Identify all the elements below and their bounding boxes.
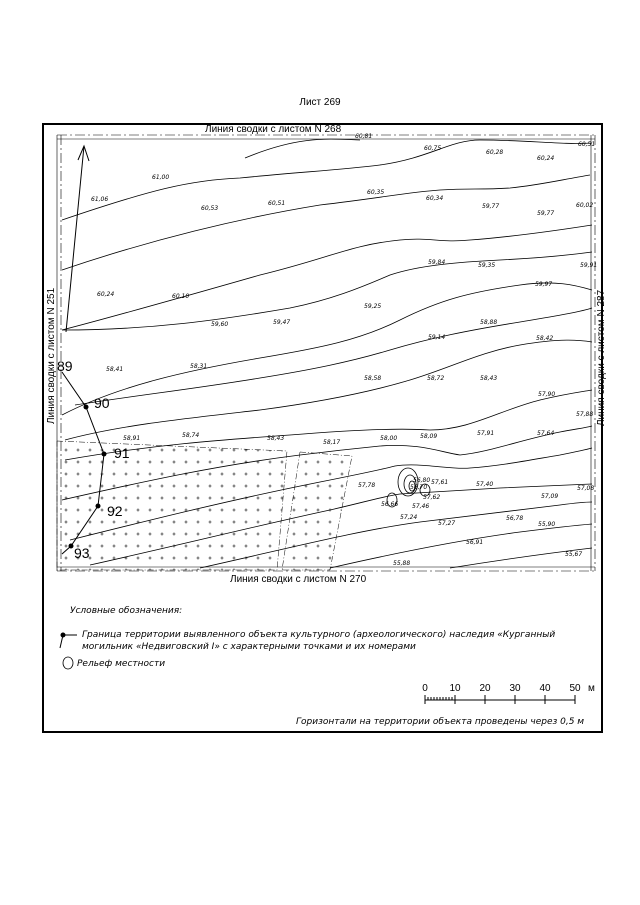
legend-boundary-text-1: Граница территории выявленного объекта культурного (археологического) наследия «Курганный	[82, 630, 556, 640]
elevation-label: 61,06	[91, 196, 109, 203]
elevation-label: 59,14	[428, 334, 446, 341]
contour-interval-note: Горизонтали на территории объекта проведены через 0,5 м	[296, 717, 585, 727]
elevation-label: 58,09	[420, 433, 438, 440]
elevation-label: 55,67	[565, 551, 583, 558]
elevation-label: 58,31	[190, 363, 208, 370]
object-hatch-area	[57, 441, 352, 570]
elevation-label: 60,53	[201, 205, 219, 212]
elevation-label: 58,88	[480, 319, 498, 326]
scale-tick-label: 0	[422, 683, 428, 694]
legend-title: Условные обозначения:	[70, 606, 183, 616]
north-arrow	[66, 146, 89, 332]
elevation-label: 56,70	[410, 484, 428, 491]
elevation-label: 57,08	[577, 485, 595, 492]
elevation-label: 58,00	[380, 435, 398, 442]
elevation-label: 57,24	[400, 514, 418, 521]
join-line-right-label: Линия сводки с листом N 287	[596, 289, 607, 426]
outer-frame	[43, 124, 602, 732]
elevation-label: 60,34	[426, 195, 444, 202]
point-label-91: 91	[114, 445, 130, 461]
elevation-label: 58,72	[427, 375, 445, 382]
elevation-label: 58,43	[480, 375, 498, 382]
scale-ticks	[422, 683, 581, 694]
elevation-label: 57,46	[412, 503, 430, 510]
elevation-label: 58,43	[267, 435, 285, 442]
scale-tick-label: 20	[479, 683, 491, 694]
elevation-label: 58,42	[536, 335, 554, 342]
elevation-label: 59,25	[364, 303, 382, 310]
elevation-label: 57,64	[537, 430, 555, 437]
elevation-label: 60,10	[172, 293, 190, 300]
elevation-label: 60,75	[424, 145, 442, 152]
point-label-92: 92	[107, 503, 123, 519]
point-label-90: 90	[94, 395, 110, 411]
elevation-label: 58,74	[182, 432, 200, 439]
elevation-label: 57,61	[431, 479, 449, 486]
elevation-label: 56,78	[506, 515, 524, 522]
legend-relief-text: Рельеф местности	[77, 659, 166, 669]
elevation-label: 56,80	[413, 477, 431, 484]
elevation-label: 61,00	[152, 174, 170, 181]
elevation-label: 58,17	[323, 439, 341, 446]
elevation-label: 57,91	[477, 430, 495, 437]
elevation-label: 60,51	[268, 200, 286, 207]
join-line-top-label: Линия сводки с листом N 268	[205, 124, 342, 135]
elevation-label: 59,91	[580, 262, 598, 269]
elevation-label: 59,97	[535, 281, 553, 288]
elevation-label: 59,77	[482, 203, 500, 210]
elevation-label: 59,47	[273, 319, 291, 326]
elevation-label: 60,24	[97, 291, 115, 298]
sheet-title: Лист 269	[299, 97, 341, 108]
elevation-label: 60,02	[576, 202, 594, 209]
legend-boundary-symbol	[60, 633, 77, 649]
scale-unit: м	[588, 683, 595, 694]
elevation-label: 60,81	[355, 133, 373, 140]
elevation-label: 58,41	[106, 366, 124, 373]
elevation-label: 60,24	[537, 155, 555, 162]
elevation-label: 56,66	[381, 501, 399, 508]
point-label-93: 93	[74, 545, 90, 561]
elevation-label: 59,60	[211, 321, 229, 328]
elevation-label: 57,90	[538, 391, 556, 398]
elevation-label: 56,91	[466, 539, 484, 546]
scale-tick-label: 10	[449, 683, 461, 694]
scale-tick-label: 40	[539, 683, 551, 694]
join-line-left-label: Линия сводки с листом N 251	[46, 287, 57, 424]
join-line-bottom-label: Линия сводки с листом N 270	[230, 574, 367, 585]
elevation-label: 57,78	[358, 482, 376, 489]
elevation-label: 57,88	[576, 411, 594, 418]
elevation-label: 58,58	[364, 375, 382, 382]
elevation-label: 57,09	[541, 493, 559, 500]
elevation-label: 59,84	[428, 259, 446, 266]
point-label-89: 89	[57, 358, 73, 374]
elevation-label: 55,90	[538, 521, 556, 528]
elevation-label: 55,88	[393, 560, 411, 567]
elevation-label: 59,77	[537, 210, 555, 217]
elevation-label: 60,28	[486, 149, 504, 156]
elevation-label: 58,91	[123, 435, 141, 442]
elevation-label: 57,62	[423, 494, 441, 501]
scale-tick-label: 50	[569, 683, 581, 694]
scale-bar	[425, 695, 575, 704]
elevation-label: 57,40	[476, 481, 494, 488]
elevation-label: 60,51	[578, 141, 596, 148]
legend-boundary-text-2: могильник «Недвиговский I» с характерными точками и их номерами	[82, 642, 416, 652]
scale-tick-label: 30	[509, 683, 521, 694]
elevation-label: 59,35	[478, 262, 496, 269]
elevation-label: 60,35	[367, 189, 385, 196]
elevation-label: 57,27	[438, 520, 456, 527]
legend-relief-icon	[63, 657, 73, 669]
